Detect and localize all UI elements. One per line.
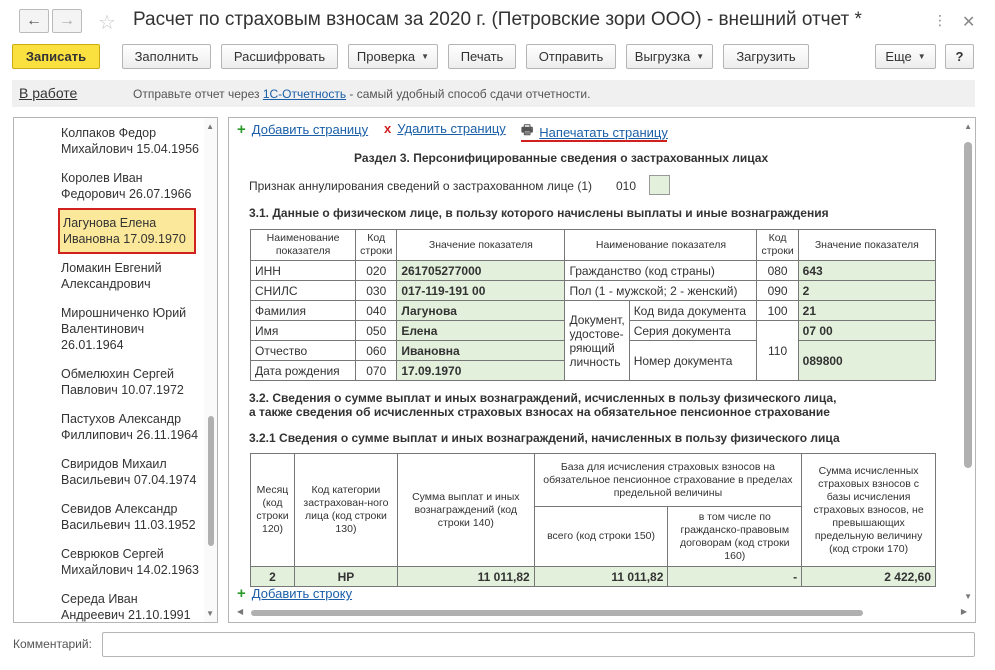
toolbar	[0, 44, 995, 72]
row-label: Фамилия	[251, 301, 356, 321]
payments-table	[250, 453, 936, 587]
arrow-right-icon: →	[59, 12, 75, 29]
favorite-star-icon[interactable]: ☆	[98, 12, 116, 34]
row-code: 090	[757, 281, 798, 301]
employee-name: Королев Иван	[61, 171, 143, 185]
inn-field[interactable]: 261705277000	[397, 261, 565, 281]
add-page-label: Добавить страницу	[251, 122, 369, 137]
list-item[interactable]	[61, 305, 201, 353]
base-total-cell[interactable]: 11 011,82	[534, 567, 668, 587]
reporting-link[interactable]: 1С-Отчетность	[262, 87, 347, 101]
cancel-flag-code: 010	[616, 179, 637, 193]
export-dropdown-button[interactable]	[626, 44, 713, 69]
employee-name: Свиридов Михаил	[61, 457, 167, 471]
row-label: Код вида документа	[629, 301, 757, 321]
employee-details: Михайлович 15.04.1956	[61, 142, 199, 156]
status-bar	[12, 80, 975, 107]
doc-number-field[interactable]: 089800	[798, 341, 935, 381]
header-value: Значение показателя	[397, 230, 565, 261]
month-cell[interactable]: 2	[251, 567, 295, 587]
header-base-gpd: в том числе по гражданско-правовым договорам (код строки 160)	[668, 507, 802, 567]
employee-details: Ивановна 17.09.1970	[63, 232, 186, 246]
delete-page-action[interactable]	[384, 121, 506, 136]
dropdown-arrow-icon: ▼	[917, 52, 926, 61]
more-dropdown-button[interactable]	[875, 44, 936, 69]
employee-name: Мирошниченко Юрий	[61, 306, 187, 320]
employee-details-extra: 26.01.1964	[61, 338, 124, 352]
employee-details: Павлович 10.07.1972	[61, 383, 184, 397]
employee-name: Ломакин Евгений	[61, 261, 162, 275]
save-button-label: Записать	[25, 49, 87, 64]
employee-name: Севрюков Сергей	[61, 547, 164, 561]
status-link[interactable]: В работе	[19, 85, 78, 101]
section-title: Раздел 3. Персонифицированные сведения о застрахованных лицах	[354, 151, 769, 165]
dropdown-arrow-icon: ▼	[421, 52, 430, 61]
send-button-label: Отправить	[538, 49, 604, 64]
first-name-field[interactable]: Елена	[397, 321, 565, 341]
plus-icon: +	[237, 585, 246, 602]
patronymic-field[interactable]: Ивановна	[397, 341, 565, 361]
row-code: 100	[757, 301, 798, 321]
section-3-2-heading-line1: 3.2. Сведения о сумме выплат и иных вознаграждений, исчисленных в пользу физического лица,	[249, 391, 837, 405]
row-label: Дата рождения	[251, 361, 356, 381]
employee-name: Пастухов Александр	[61, 412, 182, 426]
list-item[interactable]	[61, 456, 201, 488]
gender-field[interactable]: 2	[798, 281, 935, 301]
list-item[interactable]	[61, 260, 201, 292]
employee-name: Севидов Александр	[61, 502, 178, 516]
load-button[interactable]	[723, 44, 809, 69]
back-button[interactable]	[19, 9, 49, 33]
personal-data-table	[250, 229, 936, 381]
scroll-left-icon[interactable]: ◀	[237, 607, 244, 616]
list-item[interactable]	[61, 501, 201, 533]
section-3-1-heading: 3.1. Данные о физическом лице, в пользу которого начислены выплаты и иные вознаграждения	[249, 206, 829, 220]
printer-icon: 🖶	[521, 122, 534, 137]
row-code: 060	[356, 341, 397, 361]
fill-button[interactable]	[122, 44, 211, 69]
list-item[interactable]	[61, 546, 201, 578]
row-code: 030	[356, 281, 397, 301]
row-code: 110	[757, 321, 798, 381]
forward-button[interactable]	[52, 9, 82, 33]
scroll-thumb[interactable]	[251, 610, 863, 616]
more-button-label: Еще	[885, 49, 912, 64]
doc-series-field[interactable]: 07 00	[798, 321, 935, 341]
decode-button[interactable]	[221, 44, 338, 69]
scroll-up-icon[interactable]: ▲	[206, 122, 214, 131]
contributions-cell[interactable]: 2 422,60	[802, 567, 936, 587]
base-gpd-cell[interactable]: -	[668, 567, 802, 587]
employee-list[interactable]	[13, 117, 218, 623]
row-label: Пол (1 - мужской; 2 - женский)	[565, 281, 757, 301]
scroll-up-icon[interactable]: ▲	[964, 122, 972, 131]
header-category: Код категории застрахован-ного лица (код строки 130)	[294, 454, 397, 567]
row-label: СНИЛС	[251, 281, 356, 301]
save-button[interactable]	[12, 44, 100, 69]
section-3-2-heading-line2: а также сведения об исчисленных страховых взносах на обязательное пенсионное страхование	[249, 405, 830, 419]
list-item[interactable]	[61, 125, 201, 157]
horizontal-scrollbar[interactable]	[237, 609, 967, 617]
row-label: Отчество	[251, 341, 356, 361]
scroll-down-icon[interactable]: ▼	[206, 609, 214, 618]
list-item[interactable]	[61, 366, 201, 398]
employee-details: Васильевич 07.04.1974	[61, 473, 197, 487]
header-name: Наименование показателя	[565, 230, 757, 261]
report-page	[228, 117, 976, 623]
header-month: Месяц (код строки 120)	[251, 454, 295, 567]
doc-type-field[interactable]: 21	[798, 301, 935, 321]
scroll-right-icon[interactable]: ▶	[960, 607, 967, 616]
header-payments: Сумма выплат и иных вознаграждений (код строки 140)	[397, 454, 534, 567]
header-code: Код строки	[757, 230, 798, 261]
delete-page-label: Удалить страницу	[397, 121, 506, 136]
add-page-action[interactable]	[237, 121, 368, 138]
fill-button-label: Заполнить	[134, 49, 199, 64]
cancel-flag-field[interactable]	[649, 175, 670, 195]
list-item[interactable]	[61, 411, 201, 443]
arrow-left-icon: ←	[26, 12, 42, 29]
employee-name: Лагунова Елена	[63, 216, 157, 230]
export-button-label: Выгрузка	[634, 49, 691, 64]
send-button[interactable]	[526, 44, 616, 69]
print-page-label: Напечатать страницу	[539, 124, 668, 140]
row-label: Номер документа	[629, 341, 757, 381]
row-label: Имя	[251, 321, 356, 341]
birth-date-field[interactable]: 17.09.1970	[397, 361, 565, 381]
list-item-selected[interactable]	[58, 208, 196, 254]
row-label: Серия документа	[629, 321, 757, 341]
employee-details: Андреевич 21.10.1991	[61, 608, 191, 622]
scroll-thumb[interactable]	[208, 416, 214, 546]
help-icon: ?	[955, 49, 964, 64]
employee-details: Александрович	[61, 277, 151, 291]
title-bar	[0, 0, 995, 42]
highlight-underline	[521, 140, 667, 142]
category-cell[interactable]: НР	[294, 567, 397, 587]
row-code: 020	[356, 261, 397, 281]
section-3-2-1-heading: 3.2.1 Сведения о сумме выплат и иных вознаграждений, начисленных в пользу физического лица	[249, 431, 840, 445]
employee-details: Васильевич 11.03.1952	[61, 518, 196, 532]
snils-field[interactable]: 017-119-191 00	[397, 281, 565, 301]
delete-icon: x	[384, 121, 392, 136]
row-code: 040	[356, 301, 397, 321]
list-item[interactable]	[61, 170, 201, 202]
cancel-flag-label: Признак аннулирования сведений о застрахованном лице (1)	[249, 179, 592, 193]
employee-name: Колпаков Федор	[61, 126, 157, 140]
decode-button-label: Расшифровать	[233, 49, 326, 64]
employee-details: Валентинович	[61, 322, 145, 336]
check-dropdown-button[interactable]	[348, 44, 438, 69]
scroll-thumb[interactable]	[964, 142, 972, 468]
status-message-start: Отправьте отчет через	[133, 87, 263, 101]
row-code: 050	[356, 321, 397, 341]
employee-name: Обмелюхин Сергей	[61, 367, 175, 381]
header-base-total: всего (код строки 150)	[534, 507, 668, 567]
employee-details: Федорович 26.07.1966	[61, 187, 192, 201]
print-button-label: Печать	[460, 49, 504, 64]
print-button[interactable]	[448, 44, 516, 69]
document-group-label: Документ, удостове-ряющий личность	[565, 301, 629, 381]
employee-details: Михайлович 14.02.1963	[61, 563, 199, 577]
employee-name: Середа Иван	[61, 592, 138, 606]
row-code: 080	[757, 261, 798, 281]
dropdown-arrow-icon: ▼	[696, 52, 705, 61]
plus-icon: +	[237, 121, 246, 138]
comment-label: Комментарий:	[13, 637, 92, 651]
load-button-label: Загрузить	[736, 49, 796, 64]
vertical-scrollbar[interactable]	[964, 138, 972, 598]
row-label: Гражданство (код страны)	[565, 261, 757, 281]
header-code: Код строки	[356, 230, 397, 261]
add-row-action[interactable]	[237, 585, 352, 602]
status-message-end: - самый удобный способ сдачи отчетности.	[346, 87, 591, 101]
window-title: Расчет по страховым взносам за 2020 г. (Петровские зори ООО) - внешний отчет *	[133, 9, 862, 30]
header-value: Значение показателя	[798, 230, 935, 261]
help-button[interactable]	[945, 44, 974, 69]
comment-field[interactable]	[102, 632, 975, 657]
header-base: База для исчисления страховых взносов на обязательное пенсионное страхование в пределах предельной величины	[534, 454, 801, 507]
section-3-2-heading	[249, 391, 836, 419]
row-label: ИНН	[251, 261, 356, 281]
close-icon[interactable]: ✕	[962, 14, 976, 31]
employee-details: Филлипович 26.11.1964	[61, 428, 199, 442]
list-item[interactable]	[61, 591, 201, 623]
header-contributions: Сумма исчисленных страховых взносов с базы исчисления страховых взносов, не превышающих предельную величину (код строки 170)	[802, 454, 936, 567]
row-code: 070	[356, 361, 397, 381]
payments-cell[interactable]: 11 011,82	[397, 567, 534, 587]
status-message	[133, 87, 590, 101]
last-name-field[interactable]: Лагунова	[397, 301, 565, 321]
citizenship-field[interactable]: 643	[798, 261, 935, 281]
check-button-label: Проверка	[356, 49, 416, 64]
add-row-label: Добавить строку	[251, 586, 353, 601]
scroll-down-icon[interactable]: ▼	[964, 592, 972, 601]
header-name: Наименование показателя	[251, 230, 356, 261]
more-vertical-icon[interactable]: ⋮	[933, 12, 947, 28]
employee-list-scrollbar[interactable]	[204, 118, 217, 622]
